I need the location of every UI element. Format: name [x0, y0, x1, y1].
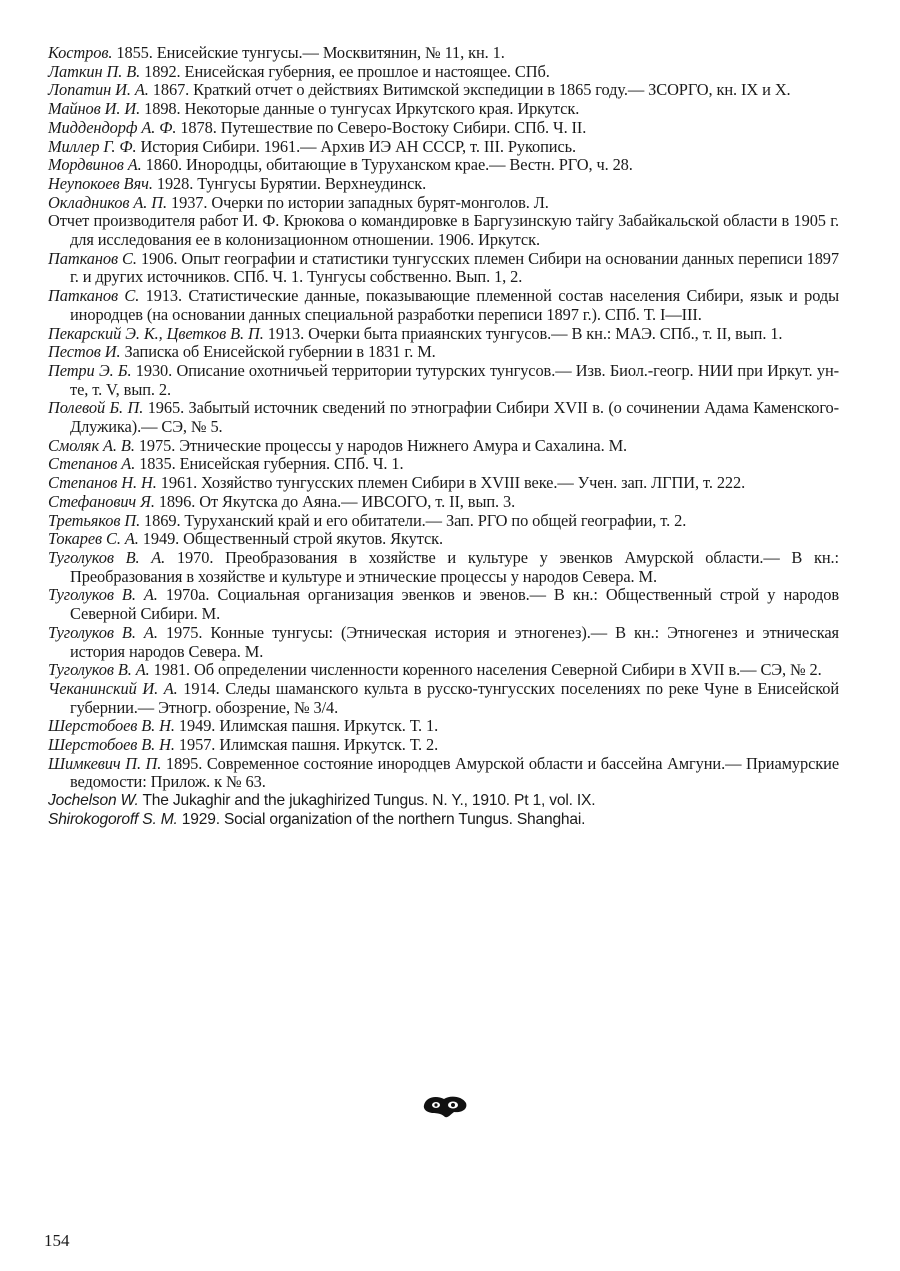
bibliography-entry [48, 549, 839, 586]
entry-author: Степанов А. [48, 454, 136, 474]
entry-author: Костров. [48, 43, 113, 62]
entry-text: 1906. Опыт географии и статистики тунгусских племен Сибири на основании данных переписи 1897 г. и других источников. СПб. Ч. 1. Тунгусы собственно. Вып. 1, 2. [70, 248, 839, 287]
entry-text: 1913. Статистические данные, показывающие племенной состав населения Сибири, язык и роды инородцев (на основании данных специальной разработки переписи 1897 г.). СПб. Т. I—III. [70, 286, 839, 324]
entry-author: Степанов Н. Н. [48, 473, 157, 493]
entry-author: Пекарский Э. К., Цветков В. П. [48, 323, 264, 343]
entry-author: Третьяков П. [48, 510, 141, 530]
entry-text: 1892. Енисейская губерния, ее прошлое и настоящее. СПб. [140, 61, 550, 81]
entry-text: 1860. Инородцы, обитающие в Туруханском крае.— Вестн. РГО, ч. 28. [141, 155, 633, 175]
entry-author: Туголуков В. А. [48, 547, 166, 567]
entry-text: 1896. От Якутска до Аяна.— ИВСОГО, т. II, вып. 3. [154, 491, 516, 511]
bibliography-entry [48, 755, 839, 792]
entry-text: 1928. Тунгусы Бурятии. Верхнеудинск. [152, 173, 427, 193]
bibliography-entry [48, 194, 839, 213]
entry-text: 1835. Енисейская губерния. СПб. Ч. 1. [135, 454, 404, 474]
entry-text: 1965. Забытый источник сведений по этнографии Сибири XVII в. (о сочинении Адама Каменского-Длужика).— СЭ, № 5. [70, 398, 840, 437]
entry-text: Записка об Енисейской губернии в 1831 г. М. [120, 342, 436, 362]
entry-text: 1878. Путешествие по Северо-Востоку Сибири. СПб. Ч. II. [176, 117, 587, 137]
entry-author: Туголуков В. А. [48, 585, 158, 605]
entry-author: Лопатин И. А. [48, 80, 149, 100]
bibliography-entry [48, 680, 839, 717]
entry-author: Смоляк А. В. [48, 435, 135, 455]
entry-text: Отчет производителя работ И. Ф. Крюкова о командировке в Баргузинскую тайгу Забайкальской области в 1905 г. для исследования ее в колонизационном отношении. 1906. Иркутск. [48, 211, 839, 250]
entry-author: Окладников А. П. [48, 192, 167, 212]
entry-author: Миллер Г. Ф. [48, 136, 137, 156]
entry-author: Шерстобоев В. Н. [48, 735, 175, 755]
bibliography-entry [48, 717, 839, 736]
bibliography-entry [48, 586, 839, 623]
entry-author: Шимкевич П. П. [48, 753, 162, 773]
entry-author: Токарев С. А. [48, 529, 139, 549]
bibliography-entry [48, 175, 839, 194]
bibliography-entry [48, 455, 839, 474]
bibliography-entry [48, 81, 839, 100]
page-number: 154 [44, 1231, 70, 1250]
printer-ornament-icon [420, 1093, 470, 1119]
bibliography-entry [48, 250, 839, 287]
entry-text: 1957. Илимская пашня. Иркутск. Т. 2. [174, 735, 439, 755]
bibliography-entry [48, 44, 839, 63]
bibliography-entry [48, 212, 839, 249]
entry-author: Туголуков В. А. [48, 660, 150, 680]
entry-text: 1949. Общественный строй якутов. Якутск. [138, 529, 444, 549]
entry-author: Миддендорф А. Ф. [48, 117, 177, 137]
bibliography-entry [48, 661, 839, 680]
entry-text: 1898. Некоторые данные о тунгусах Иркутского края. Иркутск. [140, 99, 580, 119]
entry-author: Мордвинов А. [48, 155, 142, 175]
entry-text: 1937. Очерки по истории западных бурят-монголов. Л. [167, 192, 549, 212]
entry-text: 1975. Этнические процессы у народов Нижнего Амура и Сахалина. М. [134, 435, 628, 455]
entry-text: 1929. Social organization of the northern Tungus. Shanghai. [177, 810, 586, 828]
entry-text: The Jukaghir and the jukaghirized Tungus. N. Y., 1910. Pt 1, vol. IX. [138, 792, 596, 810]
entry-author: Jochelson W. [48, 792, 139, 810]
entry-text: 1895. Современное состояние инородцев Амурской области и бассейна Амгуни.— Приамурские ведомости: Прилож. к № 63. [70, 753, 839, 792]
entry-text: 1961. Хозяйство тунгусских племен Сибири в XVIII веке.— Учен. зап. ЛГПИ, т. 222. [156, 473, 746, 493]
entry-author: Туголуков В. А. [48, 622, 158, 642]
entry-author: Патканов С. [48, 286, 140, 306]
entry-text: 1970. Преобразования в хозяйстве и культуре у эвенков Амурской области.— В кн.: Преобразования в хозяйстве и культуре и этнические процессы у народов Севера. М. [70, 547, 839, 586]
bibliography-entry [48, 138, 839, 157]
entry-text: 1930. Описание охотничьей территории тутурских тунгусов.— Изв. Биол.-геогр. НИИ при Иркут. ун-те, т. V, вып. 2. [70, 360, 839, 399]
bibliography-entry [48, 63, 839, 82]
bibliography-entry [48, 362, 839, 399]
entry-author: Полевой Б. П. [48, 398, 144, 418]
bibliography-entry [48, 811, 839, 830]
entry-author: Петри Э. Б. [48, 360, 132, 380]
bibliography-list [48, 44, 839, 830]
bibliography-entry [48, 530, 839, 549]
entry-author: Неупокоев Вяч. [48, 173, 153, 193]
entry-author: Латкин П. В. [48, 61, 141, 81]
entry-text: 1855. Енисейские тунгусы.— Москвитянин, № 11, кн. 1. [112, 43, 505, 62]
entry-text: История Сибири. 1961.— Архив ИЭ АН СССР, т. III. Рукопись. [136, 136, 577, 156]
entry-author: Чеканинский И. А. [48, 678, 178, 698]
entry-author: Shirokogoroff S. M. [48, 810, 178, 828]
entry-text: 1970а. Социальная организация эвенков и эвенов.— В кн.: Общественный строй у народов Северной Сибири. М. [70, 585, 839, 624]
entry-author: Пестов И. [48, 342, 121, 362]
bibliography-entry [48, 325, 839, 344]
bibliography-entry [48, 493, 839, 512]
entry-author: Майнов И. И. [48, 99, 141, 119]
entry-text: 1949. Илимская пашня. Иркутск. Т. 1. [174, 716, 439, 736]
bibliography-entry [48, 512, 839, 531]
bibliography-entry [48, 343, 839, 362]
entry-text: 1981. Об определении численности коренного населения Северной Сибири в XVII в.— СЭ, № 2. [149, 660, 822, 680]
entry-author: Патканов С. [48, 248, 137, 268]
bibliography-entry [48, 399, 839, 436]
entry-text: 1913. Очерки быта приаянских тунгусов.— В кн.: МАЭ. СПб., т. II, вып. 1. [263, 323, 783, 343]
entry-author: Шерстобоев В. Н. [48, 716, 175, 736]
entry-text: 1869. Туруханский край и его обитатели.— Зап. РГО по общей географии, т. 2. [140, 510, 687, 530]
bibliography-entry [48, 624, 839, 661]
bibliography-entry [48, 474, 839, 493]
bibliography-entry [48, 119, 839, 138]
bibliography-entry [48, 100, 839, 119]
bibliography-entry [48, 287, 839, 324]
bibliography-entry [48, 736, 839, 755]
bibliography-entry [48, 792, 839, 811]
bibliography-entry [48, 437, 839, 456]
entry-text: 1975. Конные тунгусы: (Этническая история и этногенез).— В кн.: Этногенез и этническая история народов Севера. М. [70, 622, 839, 661]
entry-text: 1867. Краткий отчет о действиях Витимской экспедиции в 1865 году.— ЗСОРГО, кн. IX и X. [148, 80, 791, 100]
entry-author: Стефанович Я. [48, 491, 155, 511]
entry-text: 1914. Следы шаманского культа в русско-тунгусских поселениях по реке Чуне в Енисейской губернии.— Этногр. обозрение, № 3/4. [70, 678, 840, 717]
bibliography-entry [48, 156, 839, 175]
